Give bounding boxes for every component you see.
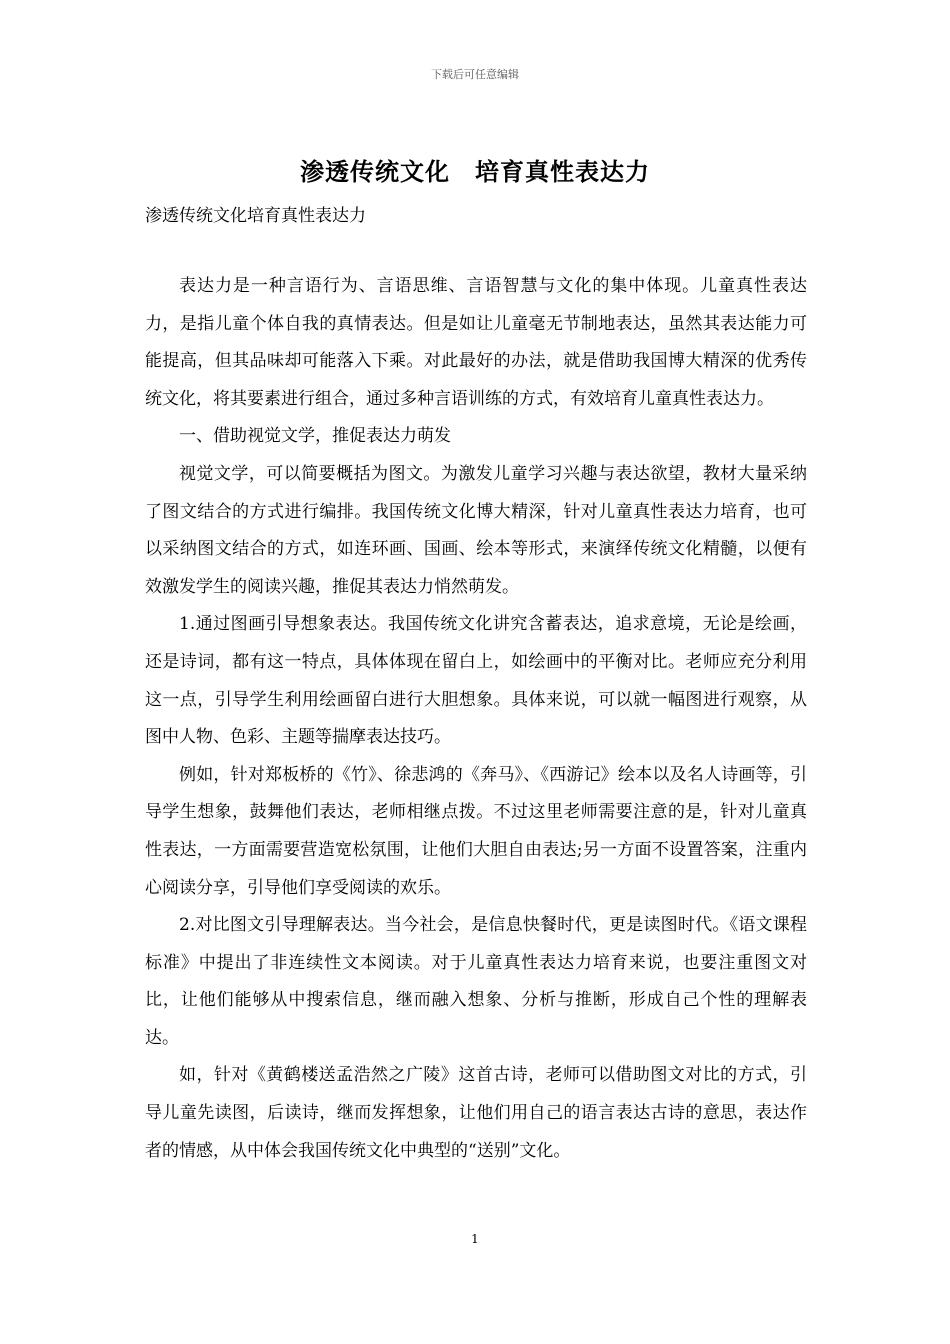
paragraph: 2.对比图文引导理解表达。当今社会，是信息快餐时代，更是读图时代。《语文课程标准》中提出了非连续性文本阅读。对于儿童真性表达力培育来说，也要注重图文对比，让他们能够从中搜索信息，继而融入想象、分析与推断，形成自己个性的理解表达。 xyxy=(145,915,807,1048)
subtitle: 渗透传统文化培育真性表达力 xyxy=(145,206,366,226)
paragraph: 如，针对《黄鹤楼送孟浩然之广陵》这首古诗，老师可以借助图文对比的方式，引导儿童先读图，后读诗，继而发挥想象，让他们用自己的语言表达古诗的意思，表达作者的情感，从中体会我国传统文化中典型的“送别”文化。 xyxy=(145,1065,807,1161)
header-note: 下载后可任意编辑 xyxy=(431,68,519,81)
page-title: 渗透传统文化 培育真性表达力 xyxy=(300,157,650,186)
paragraph: 视觉文学，可以简要概括为图文。为激发儿童学习兴趣与表达欲望，教材大量采纳了图文结合的方式进行编排。我国传统文化博大精深，针对儿童真性表达力培育，也可以采纳图文结合的方式，如连环画、国画、绘本等形式，来演绎传统文化精髓，以便有效激发学生的阅读兴趣，推促其表达力悄然萌发。 xyxy=(145,463,807,597)
paragraph: 例如，针对郑板桥的《竹》、徐悲鸿的《奔马》、《西游记》绘本以及名人诗画等，引导学生想象，鼓舞他们表达，老师相继点拨。不过这里老师需要注意的是，针对儿童真性表达，一方面需要营造宽松氛围，让他们大胆自由表达;另一方面不设置答案，注重内心阅读分享，引导他们享受阅读的欢乐。 xyxy=(145,764,807,898)
paragraph: 表达力是一种言语行为、言语思维、言语智慧与文化的集中体现。儿童真性表达力，是指儿童个体自我的真情表达。但是如让儿童毫无节制地表达，虽然其表达能力可能提高，但其品味却可能落入下乘。对此最好的办法，就是借助我国博大精深的优秀传统文化，将其要素进行组合，通过多种言语训练的方式，有效培育儿童真性表达力。 xyxy=(145,276,807,409)
page-number: 1 xyxy=(471,1232,479,1246)
section-heading: 一、借助视觉文学，推促表达力萌发 xyxy=(179,426,451,447)
body-text xyxy=(145,268,807,1170)
paragraph: 1.通过图画引导想象表达。我国传统文化讲究含蓄表达，追求意境，无论是绘画，还是诗词，都有这一特点，具体体现在留白上，如绘画中的平衡对比。老师应充分利用这一点，引导学生利用绘画留白进行大胆想象。具体来说，可以就一幅图进行观察，从图中人物、色彩、主题等揣摩表达技巧。 xyxy=(145,614,807,748)
